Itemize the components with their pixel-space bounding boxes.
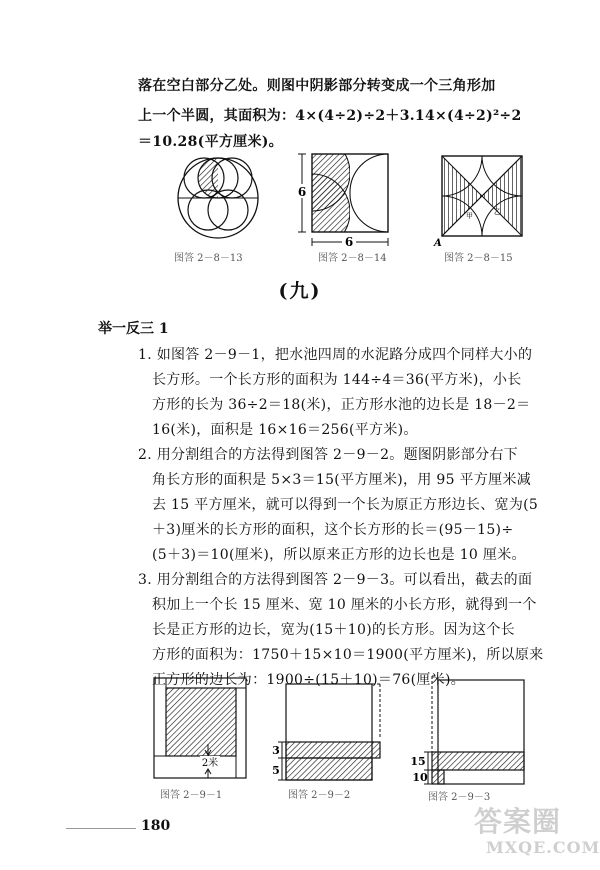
item1-line-3: 方形的长为 36÷2＝18(米)，正方形水池的边长是 18－2＝ bbox=[152, 397, 531, 413]
watermark-url: MXQE.COM bbox=[486, 838, 600, 857]
subheading: 举一反三 1 bbox=[98, 321, 169, 337]
fig14-dim-left: 6 bbox=[297, 185, 307, 199]
figure-2-9-2 bbox=[268, 678, 398, 788]
fig2-dim-top: 3 bbox=[272, 744, 280, 757]
item3-line-4: 方形的面积为：1750＋15×10＝1900(平方厘米)，所以原来 bbox=[152, 647, 544, 663]
item1-line-4: 16(米)，面积是 16×16＝256(平方米)。 bbox=[152, 422, 418, 438]
item1-line-1: 1. 如图答 2－9－1，把水池四周的水泥路分成四个同样大小的 bbox=[138, 347, 533, 363]
figure-2-9-1 bbox=[148, 674, 258, 786]
intro-line-1: 落在空白部分乙处。则图中阴影部分转变成一个三角形加 bbox=[138, 78, 496, 94]
fig15-label-jia: 甲 bbox=[466, 212, 473, 220]
watermark-logo: 答案圈 bbox=[474, 805, 562, 838]
figure-2-8-13 bbox=[166, 152, 270, 252]
fig15-label-a: A bbox=[434, 238, 442, 249]
section-title: (九) bbox=[278, 280, 322, 302]
item2-line-3: 去 15 平方厘米，就可以得到一个长为原正方形边长、宽为(5 bbox=[152, 497, 539, 513]
figure-2-9-3 bbox=[408, 672, 538, 792]
caption-2-9-3: 图答 2－9－3 bbox=[428, 792, 491, 803]
fig3-dim-bottom: 10 bbox=[412, 771, 428, 784]
item2-line-1: 2. 用分割组合的方法得到图答 2－9－2。题图阴影部分右下 bbox=[138, 447, 518, 463]
caption-2-9-1: 图答 2－9－1 bbox=[160, 790, 223, 801]
caption-2-8-13: 图答 2－8－13 bbox=[174, 253, 243, 264]
item3-line-3: 长是正方形的边长，宽为(15＋10)的长方形。因为这个长 bbox=[152, 622, 515, 638]
item3-line-2: 积加上一个长 15 厘米、宽 10 厘米的小长方形，就得到一个 bbox=[152, 597, 537, 613]
item2-line-2: 角长方形的面积是 5×3＝15(平方厘米)，用 95 平方厘米减 bbox=[152, 472, 532, 488]
caption-2-8-14: 图答 2－8－14 bbox=[318, 253, 387, 264]
footer-rule bbox=[66, 828, 136, 829]
item2-line-4: ＋3)厘米的长方形的面积，这个长方形的长＝(95－15)÷ bbox=[152, 522, 514, 538]
intro-line-3: ＝10.28(平方厘米)。 bbox=[138, 134, 283, 150]
item2-line-5: (5＋3)＝10(厘米)，所以原来正方形的边长也是 10 厘米。 bbox=[152, 547, 526, 563]
page-number: 180 bbox=[141, 818, 171, 834]
fig3-dim-top: 15 bbox=[410, 755, 426, 768]
fig15-label-yi: 乙 bbox=[494, 208, 501, 216]
fig2-dim-bottom: 5 bbox=[272, 764, 280, 777]
intro-line-2: 上一个半圆，其面积为：4×(4÷2)÷2＋3.14×(4÷2)²÷2 bbox=[138, 108, 522, 124]
figure-2-8-15 bbox=[432, 150, 542, 250]
item1-line-2: 长方形。一个长方形的面积为 144÷4＝36(平方米)，小长 bbox=[152, 372, 522, 388]
fig1-label: 2米 bbox=[201, 758, 219, 769]
figure-2-8-14 bbox=[294, 148, 414, 258]
item3-line-5: 正方形的边长为：1900÷(15＋10)＝76(厘米)。 bbox=[152, 672, 466, 688]
caption-2-9-2: 图答 2－9－2 bbox=[288, 790, 351, 801]
fig14-dim-bottom: 6 bbox=[344, 235, 354, 249]
caption-2-8-15: 图答 2－8－15 bbox=[444, 253, 513, 264]
item3-line-1: 3. 用分割组合的方法得到图答 2－9－3。可以看出，截去的面 bbox=[138, 572, 533, 588]
